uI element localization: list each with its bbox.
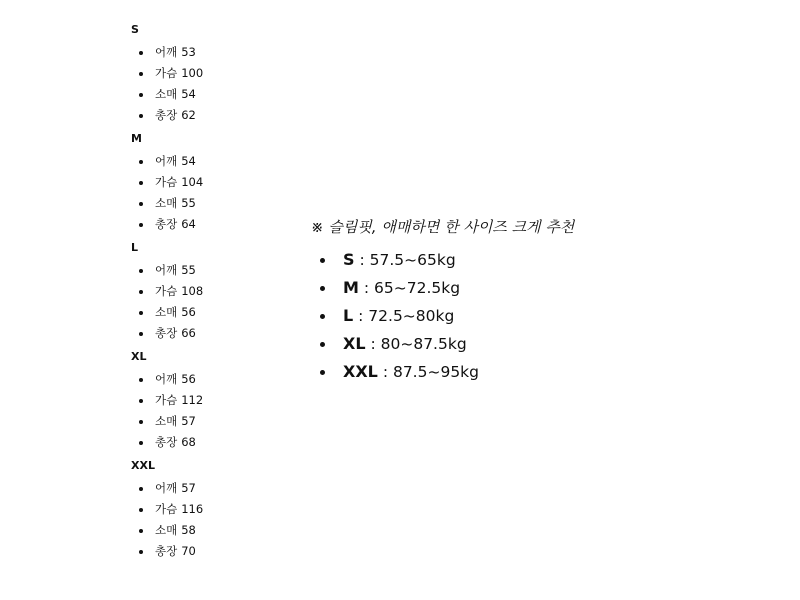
measurement-value: 53	[181, 45, 196, 59]
measurement-value: 104	[181, 175, 204, 189]
list-item	[131, 260, 281, 281]
list-item	[131, 105, 281, 126]
measurement-label: 총장	[155, 544, 178, 558]
measurement-value: 54	[181, 154, 196, 168]
measurement-label: 가슴	[155, 66, 178, 80]
size-label: S	[343, 250, 355, 269]
measurement-label: 가슴	[155, 502, 178, 516]
measurement-value: 66	[181, 326, 196, 340]
measurement-label: 어깨	[155, 45, 178, 59]
list-item	[311, 274, 771, 302]
list-item	[131, 323, 281, 344]
measurement-value: 56	[181, 372, 196, 386]
measurement-value: 55	[181, 263, 196, 277]
measurement-value: 56	[181, 305, 196, 319]
measurement-label: 어깨	[155, 263, 178, 277]
size-heading: L	[131, 241, 139, 254]
list-item	[131, 42, 281, 63]
size-label: XXL	[343, 362, 378, 381]
measurement-list	[131, 369, 281, 453]
list-item	[131, 281, 281, 302]
size-label: XL	[343, 334, 366, 353]
size-group-xl	[131, 349, 281, 453]
weight-range: : 65~72.5kg	[363, 279, 461, 297]
size-group-l	[131, 240, 281, 344]
list-item	[311, 330, 771, 358]
size-group-xxl	[131, 458, 281, 562]
list-item	[131, 151, 281, 172]
weight-list	[311, 246, 771, 386]
list-item	[131, 411, 281, 432]
list-item	[131, 63, 281, 84]
measurement-value: 116	[181, 502, 204, 516]
list-item	[131, 193, 281, 214]
list-item	[131, 432, 281, 453]
measurement-value: 54	[181, 87, 196, 101]
weight-recommendation	[311, 215, 771, 386]
weight-range: : 80~87.5kg	[370, 335, 467, 353]
list-item	[311, 302, 771, 330]
list-item	[131, 84, 281, 105]
size-heading: XL	[131, 350, 147, 363]
fit-note: ※ 슬림핏, 애매하면 한 사이즈 크게 추천	[311, 218, 575, 236]
size-label: M	[343, 278, 359, 297]
measurement-value: 68	[181, 435, 196, 449]
measurement-label: 소매	[155, 414, 178, 428]
size-label: L	[343, 306, 354, 325]
measurement-label: 어깨	[155, 154, 178, 168]
list-item	[131, 390, 281, 411]
weight-range: : 57.5~65kg	[359, 251, 456, 269]
measurement-label: 총장	[155, 217, 178, 231]
measurement-label: 가슴	[155, 284, 178, 298]
measurement-value: 112	[181, 393, 204, 407]
measurement-value: 100	[181, 66, 204, 80]
measurement-value: 108	[181, 284, 204, 298]
list-item	[131, 541, 281, 562]
size-heading: XXL	[131, 459, 155, 472]
list-item	[131, 172, 281, 193]
measurement-label: 소매	[155, 196, 178, 210]
measurement-value: 55	[181, 196, 196, 210]
list-item	[131, 499, 281, 520]
measurement-list	[131, 260, 281, 344]
measurement-label: 총장	[155, 108, 178, 122]
measurement-label: 총장	[155, 435, 178, 449]
measurement-value: 57	[181, 414, 196, 428]
weight-range: : 72.5~80kg	[358, 307, 455, 325]
measurement-label: 소매	[155, 523, 178, 537]
size-group-s	[131, 22, 281, 126]
size-heading: M	[131, 132, 142, 145]
measurement-label: 소매	[155, 305, 178, 319]
measurement-list	[131, 151, 281, 235]
measurement-label: 총장	[155, 326, 178, 340]
size-chart	[131, 22, 281, 567]
list-item	[131, 520, 281, 541]
measurement-label: 가슴	[155, 175, 178, 189]
measurement-value: 70	[181, 544, 196, 558]
measurement-value: 64	[181, 217, 196, 231]
measurement-label: 어깨	[155, 481, 178, 495]
size-group-m	[131, 131, 281, 235]
list-item	[131, 369, 281, 390]
size-heading: S	[131, 23, 139, 36]
list-item	[131, 478, 281, 499]
measurement-list	[131, 42, 281, 126]
measurement-label: 소매	[155, 87, 178, 101]
list-item	[311, 358, 771, 386]
measurement-label: 어깨	[155, 372, 178, 386]
measurement-value: 62	[181, 108, 196, 122]
list-item	[311, 246, 771, 274]
measurement-list	[131, 478, 281, 562]
measurement-value: 57	[181, 481, 196, 495]
list-item	[131, 214, 281, 235]
measurement-value: 58	[181, 523, 196, 537]
measurement-label: 가슴	[155, 393, 178, 407]
weight-range: : 87.5~95kg	[382, 363, 479, 381]
list-item	[131, 302, 281, 323]
